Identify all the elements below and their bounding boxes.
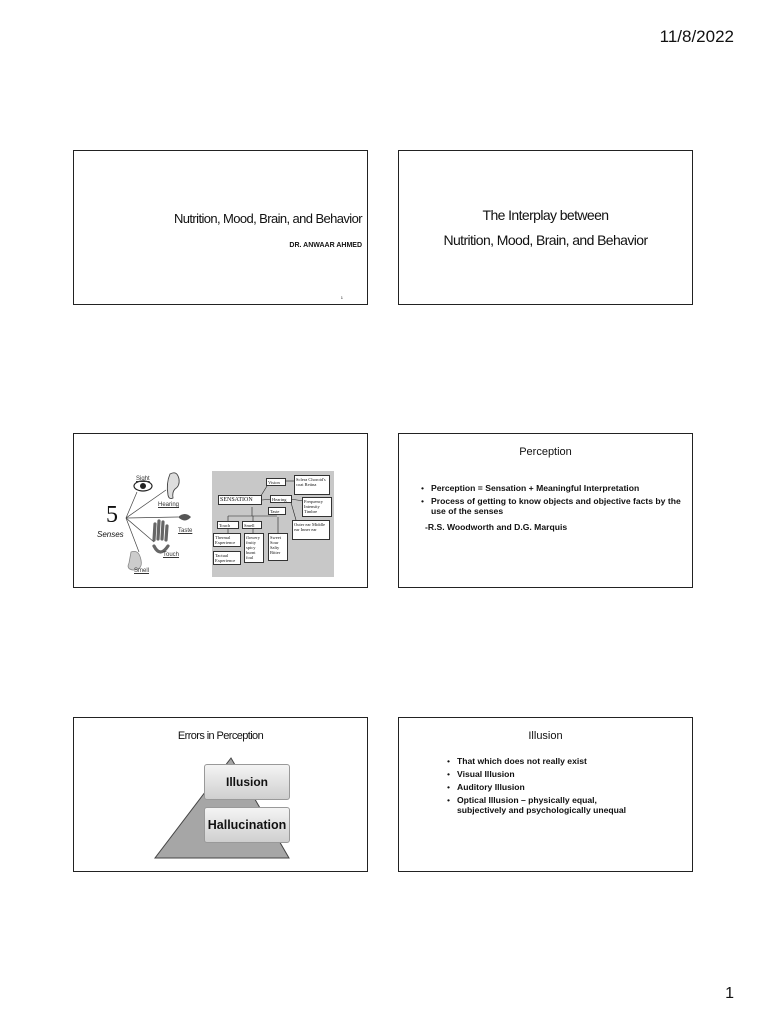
sense-label: Smell [134,568,150,574]
bullet-list [447,756,632,818]
sensation-chart [212,471,334,577]
vision-box: Vision [266,478,286,486]
slide-title: Nutrition, Mood, Brain, and Behavior [174,211,362,226]
source-citation: -R.S. Woodworth and D.G. Marquis [425,522,568,532]
page-number: 1 [725,985,734,1002]
bullet-item: • Auditory Illusion [447,782,632,792]
illusion-box: Illusion [204,764,290,800]
ear-icon [167,473,179,499]
slide-title-line-1: The Interplay between [482,207,609,223]
slide-title-line-2: Nutrition, Mood, Brain, and Behavior [443,232,648,248]
hearing-box: Hearing [270,495,292,503]
bullet-item: • Visual Illusion [447,769,632,779]
slide-number: 1 [340,295,343,300]
bullet-item: • Process of getting to know objects and objective facts by the use of the senses [421,496,686,516]
author-name: DR. ANWAAR AHMED [289,242,362,249]
touch-detail-box-2: Tactual Experience [213,551,241,565]
vision-detail-box: Sclera Choroid's coat Retina [294,475,330,495]
touch-box: Touch [217,521,239,529]
sense-label: Sight [136,476,150,482]
slide-1 [73,150,368,305]
senses-diagram [74,434,214,588]
slide-5 [73,717,368,872]
bullet-list [421,483,686,519]
sense-label: Hearing [158,502,180,508]
smell-detail-box: flowery fruity spicy burnt foul [244,533,264,563]
ear-detail-box: Outer ear Middle ear Inner ear [292,520,330,540]
smell-box: Smell [242,521,262,529]
slide-3 [73,433,368,588]
five-number: 5 [106,502,118,528]
sensation-box: SENSATION [218,495,262,505]
hand-icon [154,521,168,552]
senses-label: Senses [97,530,124,539]
touch-detail-box: Thermal Experience [213,533,241,547]
taste-detail-box: Sweet Sour Salty Bitter [268,533,288,561]
sense-label: Taste [178,528,193,534]
slide-2 [398,150,693,305]
bullet-item: • That which does not really exist [447,756,632,766]
sense-label: Touch [163,552,180,558]
slide-6 [398,717,693,872]
eye-icon [134,481,152,491]
print-date: 11/8/2022 [659,27,734,46]
bullet-item: • Optical Illusion – physically equal, subjectively and psychologically unequal [447,795,632,815]
hearing-detail-box: Frequency Intensity Timbre [302,497,332,517]
slide-heading: Perception [519,446,572,458]
bullet-item: • Perception = Sensation + Meaningful Interpretation [421,483,686,493]
taste-box: Taste [268,507,286,515]
hallucination-box: Hallucination [204,807,290,843]
slide-heading: Illusion [528,730,563,742]
slide-heading: Errors in Perception [177,730,264,742]
lips-icon [178,514,191,521]
slide-4 [398,433,693,588]
